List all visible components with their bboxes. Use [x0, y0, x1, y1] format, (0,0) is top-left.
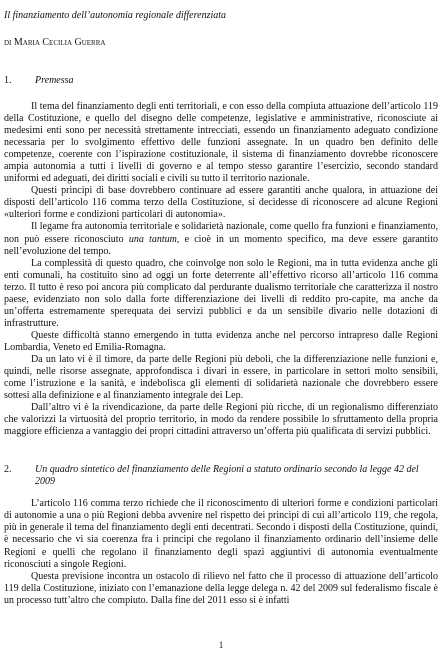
paragraph: Queste difficoltà stanno emergendo in tutta evidenza anche nel percorso intrapreso dalle Regioni Lombardia, Veneto ed Emilia-Romagna. — [4, 329, 438, 353]
section-heading-1 — [4, 75, 438, 87]
latin-phrase: una tantum — [128, 233, 177, 245]
paragraph — [4, 221, 438, 257]
paragraph-text: Il legame fra autonomia territoriale e solidarietà nazionale, come quello fra funzioni e finanziamento, non può essere riconosciuto — [4, 221, 438, 245]
paragraph: Da un lato vi è il timore, da parte delle Regioni più deboli, che la differenziazione nelle funzioni e, quindi, nelle risorse assegnate, approfondisca i divari in essere, in particolare in settori molto sensibili, come l’istruzione e la sanità, e indebolisca gli elementi di solidarietà nazionale che dovrebbero essere sottesi alla definizione e al finanziamento integrale dei Lep. — [4, 353, 438, 402]
paragraph: L’articolo 116 comma terzo richiede che il riconoscimento di ulteriori forme e condizioni particolari di autonomie a una o più Regioni debba avvenire nel rispetto dei principi di cui all’articolo 119, che regola, più in generale il tema del finanziamento degli enti decentrati. Secondo i disposti della Costituzione, quindi, è necessario che vi sia coerenza fra i principi che regolano il finanziamento ordinario dell’insieme delle Regioni e quelli che regolano il finanziamento degli spazi aggiuntivi di autonomia eventualmente riconosciuti a singole Regioni. — [4, 498, 438, 570]
page-number: 1 — [218, 640, 224, 650]
paragraph-text: , e cioè in un momento specifico, ma deve essere garantito nell’evoluzione del tempo. — [4, 233, 438, 257]
section-number: 2. — [4, 464, 12, 476]
paragraph: Dall’altro vi è la rivendicazione, da parte delle Regioni più ricche, di un regionalismo differenziato che valorizzi la virtuosità del proprio territorio, in modo da rendere possibile lo sfruttamento della propria maggiore efficienza a vantaggio dei propri cittadini attraverso un’offerta più qualificata di servizi pubblici. — [4, 402, 438, 438]
paragraph: La complessità di questo quadro, che coinvolge non solo le Regioni, ma in tutta evidenza anche gli enti comunali, ha costituito sino ad oggi un forte deterrente all’effettivo ricorso all’articolo 116 comma terzo. Il tutto è reso poi ancora più complicato dal perdurante dualismo territoriale che caratterizza il nostro paese, evidenziato non solo dalla forte differenziazione dei livelli di reddito pro-capite, ma anche da un’offerta estremamente sperequata dei servizi pubblici e da un sensibile divario nelle dotazioni di infrastrutture. — [4, 257, 438, 329]
document-title: Il finanziamento dell’autonomia regionale differenziata — [4, 10, 227, 21]
section-1-body — [4, 101, 438, 438]
section-number: 1. — [4, 75, 12, 86]
paragraph: Questa previsione incontra un ostacolo di rilievo nel fatto che il processo di attuazione dell’articolo 119 della Costituzione, iniziato con l’emanazione della legge delega n. 42 del 2009 sul federalismo fiscale è un processo tutt’altro che compiuto. Dalla fine del 2011 esso si è infatti — [4, 570, 438, 606]
section-title: Un quadro sintetico del finanziamento delle Regioni a statuto ordinario secondo la legge 42 del 2009 — [35, 464, 419, 488]
section-title: Premessa — [35, 75, 74, 86]
author-line: di Maria Cecilia Guerra — [4, 37, 106, 48]
section-2-body — [4, 498, 438, 606]
paragraph: Questi principi di base dovrebbero continuare ad essere garantiti anche qualora, in attuazione dei disposti dell’articolo 116 comma terzo della Costituzione, si decidesse di riconoscere ad alcune Regioni «ulteriori forme e condizioni particolari di autonomia». — [4, 185, 438, 221]
paragraph: Il tema del finanziamento degli enti territoriali, e con esso della compiuta attuazione dell’articolo 119 della Costituzione, e quello del disegno delle competenze, legislative e amministrative, riconosciute ai medesimi enti sono per necessità strettamente intrecciati, essendo un finanziamento adeguato condizione necessaria per lo svolgimento effettivo delle funzioni assegnate. In un quadro ben definito delle competenze, coerente con l’ispirazione costituzionale, il sistema di finanziamento dovrebbe riconoscere ampia autonomia a tutti i livelli di governo e al tempo stesso garantire l’esercizio, secondo standard uniformi ed adeguati, dei diritti sociali e civili su tutto il territorio nazionale. — [4, 101, 438, 185]
section-heading-2 — [4, 464, 438, 488]
